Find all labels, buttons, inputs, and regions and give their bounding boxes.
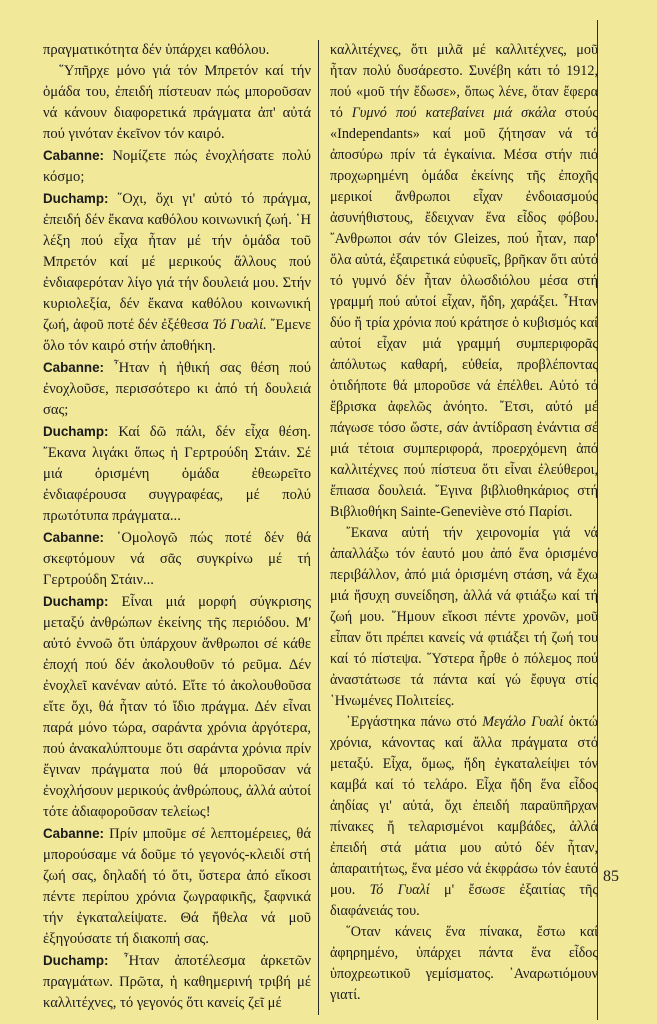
artwork-title: Μεγάλο Γυαλί bbox=[482, 714, 564, 730]
paragraph-text: μ' ἔσωσε ἐξαιτίας τῆς διαφάνειάς του. bbox=[330, 882, 598, 919]
speaker-label: Cabanne: bbox=[43, 826, 105, 841]
dialogue-turn bbox=[43, 357, 311, 421]
dialogue-turn bbox=[43, 145, 311, 188]
paragraph-text: ὀκτώ χρόνια, κάνοντας καί ἄλλα πράγματα στό μεταξύ. Εἶχα, ὅμως, ἤδη ἐγκαταλείψει τόν καμβά καί τό τελάρο. Εἶχα ἤδη ἕνα εἶδος ἀηδίας γι' αὐτά, ὄχι ἐπειδή παραϋπῆρχαν πίνακες ἤ τελαρισμένοι καμβάδες, ἀλλά ἐπειδή στά μάτια μου αὐτό δέν ἦταν, ἀπαραιτήτως, ἕνα μέσο νά ἐκφράσω τόν ἑαυτό μου. bbox=[330, 714, 598, 898]
column-divider bbox=[318, 40, 319, 1015]
dialogue-turn bbox=[43, 421, 311, 527]
dialogue-turn bbox=[43, 823, 311, 950]
dialogue-turn bbox=[43, 188, 311, 357]
paragraph-text: στούς «Independants» καί μοῦ ζήτησαν νά τό ἀποσύρω πρίν τά ἐγκαίνια. Μέσα στήν πιό προχωρημένη ὁμάδα ἐκείνης τῆς ἐποχῆς μερικοί ἄνθρωποι εἶχαν ἐνδοιασμούς ἀσυνήθιστους, ἔδειχναν ἕνα εἶδος φόβου. ῎Ανθρωποι σάν τόν Gleizes, πού ἦταν, παρ' ὅλα αὐτά, ἐξαιρετικά εὐφυεῖς, βρῆκαν ὅτι αὐτό τό γυμνό δέν ἦταν ὁλωσδιόλου μέσα στή γραμμή πού αὐτοί εἶχαν, ἤδη, χαράξει. ῏Ηταν δύο ἤ τρία χρόνια πού κράτησε ὁ κυβισμός καί αὐτοί εἶχαν μιά γραμμή συμπεριφορᾶς ἀπόλυτως καθαρή, εὐθεία, προβλέποντας ὁτιδήποτε θά μποροῦσε νά ἐπέλθει. Αὐτό τό ἔβρισκα ἀφελῶς ἀνόητο. ῎Ετσι, αὐτό μέ πάγωσε τόσο ὥστε, σάν ἀντίδραση ἐνάντια σέ μιά τέτοια συμπεριφορά, προερχόμενη ἀπό καλλιτέχνες πού πίστευα ὅτι εἶναι ἐλεύθεροι, ἔπιασα δουλειά. ῎Εγινα βιβλιοθηκάριος στή Βιβλιοθήκη Sainte-Geneviève στό Παρίσι. bbox=[330, 105, 599, 520]
paragraph bbox=[330, 40, 598, 523]
dialogue-turn bbox=[43, 527, 311, 591]
left-column bbox=[43, 40, 311, 1014]
speaker-label: Cabanne: bbox=[43, 148, 105, 163]
paragraph: ῞Υπῆρχε μόνο γιά τόν Μπρετόν καί τήν ὁμάδα του, ἐπειδή πίστευαν πώς μποροῦσαν νά κάνουν διαφορετικά πράγματα ἀπ' αὐτά πού γινόταν ἐκεῖνον τόν καιρό. bbox=[43, 63, 311, 142]
speaker-label: Duchamp: bbox=[43, 424, 109, 439]
dialogue-text: Καί δῶ πάλι, δέν εἶχα θέση. ῎Εκανα λιγάκι ὅπως ἡ Γερτρούδη Στάιν. Σέ μιά ὁρισμένη ὁμάδα ἐθεωρεῖτο ἐνδιαφέρουσα συγγραφέας, μέ πολύ πρωτότυπα πράγματα... bbox=[43, 424, 311, 524]
right-column bbox=[330, 40, 598, 1006]
paragraph: ῎Εκανα αὐτή τήν χειρονομία γιά νά ἀπαλλάξω τόν ἑαυτό μου ἀπό ἕνα ὁρισμένο περιβάλλον, ἀπό μιά ὁρισμένη στάση, νά ἔχω μιά ἥσυχη συνείδηση, ἀλλά νά φτιάξω καί τή ζωή μου. ῞Ημουν εἴκοσι πέντε χρονῶν, μοῦ εἶπαν ὅτι πρέπει κανείς νά φτιάξει τή ζωή του καί τό πίστεψα. ῞Υστερα ἦρθε ὁ πόλεμος πού ἀναστάτωσε τά πάντα καί γώ ἔφυγα στίς ῾Ηνωμένες Πολιτείες. bbox=[330, 525, 598, 709]
speaker-label: Duchamp: bbox=[43, 953, 109, 968]
dialogue-text: Πρίν μποῦμε σέ λεπτομέρειες, θά μπορούσαμε νά δοῦμε τό γεγονός-κλειδί στή ζωή σας, δηλαδή τό ὅτι, ὕστερα ἀπό εἴκοσι πέντε περίπου χρόνια ζωγραφικῆς, ξαφνικά τήν ἐγκαταλείψατε. Θά ἤθελα νά μοῦ ἐξηγούσατε τή διακοπή σας. bbox=[43, 826, 311, 947]
page-number: 85 bbox=[603, 868, 619, 885]
paragraph bbox=[330, 712, 598, 922]
paragraph-text: καλλιτέχνες, ὅτι μιλᾶ μέ καλλιτέχνες, μοῦ ἦταν πολύ δυσάρεστο. Συνέβη κάτι τό 1912, πού «μοῦ τήν ἔδωσε», ὅπως λένε, ὅταν ἔφερα τό bbox=[330, 42, 598, 121]
dialogue-turn bbox=[43, 950, 311, 1014]
dialogue-text: ῾Ομολογῶ πώς ποτέ δέν θά σκεφτόμουν νά σᾶς συγκρίνω μέ τή Γερτρούδη Στάιν... bbox=[43, 530, 311, 588]
dialogue-text: ῏Ηταν ἀποτέλεσμα ἀρκετῶν πραγμάτων. Πρῶτα, ἡ καθημερινή τριβή μέ καλλιτέχνες, τό γεγονός ὅτι κανείς ζεῖ μέ bbox=[43, 953, 311, 1011]
artwork-title: Τό Γυαλί bbox=[369, 882, 430, 898]
dialogue-text: Νομίζετε πώς ἐνοχλήσατε πολύ κόσμο; bbox=[43, 148, 311, 185]
artwork-title: Τό Γυαλί. bbox=[212, 317, 267, 333]
paragraph: πραγματικότητα δέν ὑπάρχει καθόλου. bbox=[43, 42, 270, 58]
dialogue-turn bbox=[43, 591, 311, 823]
dialogue-text: Εἶναι μιά μορφή σύγκρισης μεταξύ ἀνθρώπων ἐκείνης τῆς περιόδου. Μ' αὐτό ἐννοῶ ὅτι ὑπάρχουν ἄνθρωποι σέ κάθε ἐποχή πού δέν ἀκολουθοῦν τό ρεῦμα. Δέν ἐνοχλεῖ κανέναν αὐτό. Εἴτε τό ἀκολουθοῦσα εἴτε ὄχι, θά ἦταν τό ἴδιο πράγμα. Δέν εἶναι παρά μόνο τώρα, σαράντα χρόνια ἀργότερα, πού ἀνακαλύπτουμε ὅτι σαράντα χρόνια πρίν ἔγιναν πράγματα πού θά μποροῦσαν νά ἐνοχλήσουν μερικούς ἀνθρώπους, ἀλλά αὐτοί τότε ἀδιαφοροῦσαν τελείως! bbox=[43, 594, 312, 820]
speaker-label: Cabanne: bbox=[43, 360, 105, 375]
paragraph: ῞Οταν κάνεις ἕνα πίνακα, ἔστω καί ἀφηρημένο, ὑπάρχει πάντα ἕνα εἶδος ὑποχρεωτικοῦ γεμίσματος. ᾿Αναρωτιόμουν γιατί. bbox=[330, 924, 598, 1003]
speaker-label: Duchamp: bbox=[43, 191, 109, 206]
artwork-title: Γυμνό πού κατεβαίνει μιά σκάλα bbox=[351, 105, 556, 121]
paragraph-text: ᾿Εργάστηκα πάνω στό bbox=[346, 714, 483, 730]
dialogue-text: ῏Ηταν ἡ ἠθική σας θέση πού ἐνοχλοῦσε, περισσότερο κι ἀπό τή δουλειά σας; bbox=[43, 360, 311, 418]
dialogue-text: ῎Εμενε ὅλο τόν καιρό στήν ἀποθήκη. bbox=[43, 317, 312, 354]
speaker-label: Duchamp: bbox=[43, 594, 109, 609]
dialogue-text: ῞Οχι, ὄχι γι' αὐτό τό πράγμα, ἐπειδή δέν ἔκανα καθόλου κοινωνική ζωή. ῾Η λέξη πού εἶχα ἦταν μέ τήν ὁμάδα τοῦ Μπρετόν καί μέ μερικούς ἄλλους πού ἐνδιαφερόταν λίγο γιά τήν δουλειά μου. Στήν κυριολεξία, δέν ἔκανα καθόλου κοινωνική ζωή, ἀφοῦ ποτέ δέν ἐξέθεσα bbox=[43, 191, 311, 333]
speaker-label: Cabanne: bbox=[43, 530, 105, 545]
